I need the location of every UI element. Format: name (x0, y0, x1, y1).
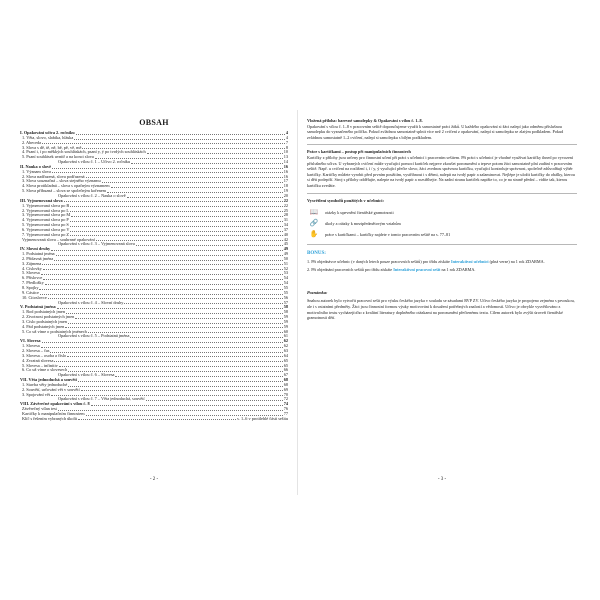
toc-label: 7. Vyjmenovaná slova po Z (22, 232, 70, 237)
toc-label: 1. Podstatná jména (22, 252, 55, 257)
toc-page-number: 63 (283, 348, 288, 353)
toc-page-number: 19 (283, 189, 288, 194)
toc-label: 5. Slova příbuzná – slova se společným kořenem (22, 189, 107, 194)
toc-page-number: 18 (283, 184, 288, 189)
toc-label: 6. Co už víme o slovesech (22, 368, 68, 373)
toc-page-number: 72 (283, 397, 288, 402)
toc-leader (42, 264, 282, 265)
toc-label: Opakování s vílou č. 1 – Učivo 2. ročníku (58, 160, 131, 165)
toc-page-number: 4 (285, 131, 288, 135)
toc-page-number: 61 (283, 334, 288, 339)
toc-label: 2. Abeceda (22, 140, 42, 145)
toc-label: 1. Věta, slovo, slabika, hláska (22, 135, 74, 140)
toc-page-number: 45 (283, 242, 288, 247)
toc-label: 4. Zvratná slovesa (22, 358, 54, 363)
toc-page-number: 25 (283, 208, 288, 213)
toc-label: Vyjmenovaná slova – souhrnné opakování (22, 237, 95, 242)
toc-leader (146, 400, 283, 401)
toc-label: 7. Předložky (22, 281, 44, 286)
toc-label: III. Vyjmenovaná slova (20, 198, 63, 203)
toc-leader (75, 318, 282, 319)
link-icon: 🔗 (309, 219, 319, 228)
toc-leader (102, 182, 283, 183)
toc-page-number: 42 (283, 237, 288, 242)
toc-label: Opakování s vílou č. 5 – Podstatná jména (58, 334, 130, 339)
toc-leader (76, 134, 285, 135)
toc-page-number: 50 (283, 256, 288, 261)
symbols-list (307, 207, 577, 240)
symbol-text: úkoly a otázky k mezipředmětovým vztahům (325, 220, 401, 226)
toc-label: 4. Číslovky (22, 266, 42, 271)
toc-label: 5. Co už víme o podstatných jménech (22, 329, 87, 334)
symbol-row (307, 218, 577, 229)
toc-label: V. Podstatná jména (20, 305, 56, 310)
sticker-text: Opakování s vílou č. 1–8 v pracovním sešitě doporučujeme využít k samostatné práci žáků. U každého opakování si žáci nalepí jako odměnu příslušnou samolepku do vyznačeného políčka. Pokud zvládnou samostatně splnit více než 2 cvičení z opakování, nalepí si samolepku se zlatým podkladem. Pokud zvládnou samostatně 1–2 cvičení, nalepí si samolepku s bílým podkladem. (307, 123, 564, 140)
toc-leader (130, 337, 282, 338)
toc-label: 3. Zájmena (22, 261, 42, 266)
toc-leader (70, 226, 283, 227)
toc-leader (95, 158, 283, 159)
toc-label: 4. Pád podstatných jmen (22, 324, 65, 329)
page-gutter (297, 110, 298, 495)
toc-leader (88, 332, 283, 333)
toc-leader (86, 177, 283, 178)
toc-label: 2. Životnost podstatných jmen (22, 315, 75, 320)
toc-label: VII. Věta jednoduchá a souvětí (20, 378, 77, 383)
toc-leader (131, 163, 283, 164)
toc-leader (39, 289, 282, 290)
toc-leader (57, 308, 283, 309)
toc-leader (41, 347, 283, 348)
toc-leader (45, 284, 283, 285)
bonus-text: na 1 rok ZDARMA. (440, 266, 476, 272)
divider (307, 193, 577, 194)
toc-page-number: 8 (285, 145, 288, 150)
toc-leader (40, 294, 283, 295)
toc-leader (65, 327, 282, 328)
toc-leader (115, 376, 282, 377)
toc-page-number: 67 (283, 373, 288, 378)
toc-leader (70, 235, 283, 236)
toc-leader (52, 168, 283, 169)
toc-leader (42, 143, 285, 144)
toc-label: Závěrečný vílan test (22, 407, 57, 412)
hand-icon: ✋ (309, 230, 319, 239)
bonus-item (307, 259, 577, 264)
toc-label: 4. Slova protikladná – slova s opačným významem (22, 184, 110, 189)
toc-leader (59, 366, 283, 367)
cards-heading: Práce s kartičkami – postup při manipulačních činnostech (307, 149, 411, 155)
toc-page-number: 62 (283, 344, 288, 349)
bonus-list (307, 259, 577, 273)
toc-page-number: 37 (283, 227, 288, 232)
toc-page-number: 54 (283, 276, 288, 281)
cards-text: Kartičky z přílohy jsou určeny pro činnostní učení při práci s učebnicí i pracovním sešitem. Při práci s učebnicí je vhodné využívat kartičky ihned po vyvození příslušného učiva. U vybraných cvičení může vyučující pomocí kartiček nejprve zkoušet porozumění a teprve potom žáci samostatně plní zadání v pracovním sešitě. Např. u cvičení na rozlišení i, í / y, ý vyučující přečte slovo, žáci zvednou správnou kartičku, vyučující kontroluje správnost, společně zdůvodňují výběr kartičky. Kartičky můžete vyrobit před prvním použitím, vystřihnout i s dětmi, nalepit na tvrdý papír a zalaminovat. Nejlépe je uložit kartičky do obálky, kterou si děti podepíší. Stroj s přílohy oddělujte, nalepte na tvrdý papír a rozstříhejte. Na zadní stranu kartiček napište to, co je na straně přední – vidíte tak, kterou kartičku zvedáte. (307, 154, 575, 188)
toc-leader (78, 381, 283, 382)
toc-page-number: 56 (283, 295, 288, 300)
toc-page-number: 7 (285, 140, 288, 145)
toc-leader (51, 395, 283, 396)
toc-page-number: 16 (283, 174, 288, 179)
left-page-number: - 2 - (149, 477, 159, 482)
toc-page-number: 13 (283, 155, 288, 160)
toc-page-number: 69 (283, 387, 288, 392)
toc-page-number: 59 (283, 324, 288, 329)
toc-page-number: 74 (283, 402, 288, 407)
toc-page-number: 28 (283, 213, 288, 218)
toc-page-number: 64 (283, 353, 288, 358)
toc-leader (124, 303, 282, 304)
toc-label: 3. Číslo podstatných jmen (22, 319, 67, 324)
toc-page-number: 20 (283, 193, 288, 198)
toc-page-number: 54 (283, 281, 288, 286)
toc-leader (81, 390, 283, 391)
toc-page-number: 70 (283, 392, 288, 397)
toc-leader (74, 139, 285, 140)
toc-page-number: 55 (283, 290, 288, 295)
toc-label: 1. Význam slova (22, 169, 51, 174)
toc-label: 3. Slova s dě, tě, ně, bě, pě, vě, mě (22, 145, 82, 150)
toc-label: 2. Slova nadřazená, slova podřazená (22, 174, 85, 179)
toc-page-number: 16 (283, 164, 288, 169)
toc-page-number: 49 (283, 247, 288, 252)
bonus-highlight: Interaktivní pracovní sešit (393, 266, 441, 272)
toc-page-number: 59 (283, 319, 288, 324)
toc-page-number: 14 (283, 160, 288, 165)
toc-leader (78, 419, 236, 420)
toc-label: 2. Slovesa – čas (22, 348, 50, 353)
toc-page-number: 65 (283, 358, 288, 363)
toc-page-number: 51 (283, 261, 288, 266)
toc-label: 1. Slovesa (22, 344, 40, 349)
toc-label: Opakování s vílou č. 3 – Vyjmenovaná slova (58, 242, 135, 247)
toc-label: 2. Vyjmenovaná slova po L (22, 208, 70, 213)
bonus-highlight: Interaktivní učebnici (450, 258, 489, 264)
toc-leader (136, 245, 283, 246)
toc-leader (42, 342, 283, 343)
toc-leader (70, 231, 282, 232)
toc-label: Opakování s vílou č. 6 – Slovesa (58, 373, 115, 378)
toc-leader (66, 313, 283, 314)
toc-leader (52, 172, 283, 173)
toc-label: 9. Částice (22, 290, 39, 295)
divider (307, 244, 577, 245)
toc-leader (54, 361, 282, 362)
toc-label: 10. Citoslovce (22, 295, 47, 300)
symbol-row (307, 207, 577, 218)
note-text: Snahou autorek bylo vytvořit pracovní sešit pro výuku českého jazyka v souladu se zásadami RVP ZV. Učivo českého jazyka je propojeno zejména s prvoukou, ale i s ostatními předměty. Žáci jsou činnostní formou výuky motivováni k dosažení potřebných znalostí a vědomostí. Učivo je obvykle vysvětlováno z motivačního textu vycházejícího z kvalitní literatury doplněného otázkami na porozumění přečtenému textu. Cílem autorek bylo zvýšit úroveň čtenářské gramotnosti dětí. (307, 298, 575, 321)
toc-label: IV. Slovní druhy (20, 247, 51, 252)
right-page-number: - 3 - (437, 477, 447, 482)
toc-page-number: 31 (283, 218, 288, 223)
toc-page-number: 22 (283, 203, 288, 208)
toc-label: 2. Souvětí, určování vět v souvětí (22, 387, 80, 392)
toc-label: Opakování s vílou č. 7 – Věta jednoduchá, souvětí (58, 397, 145, 402)
toc-leader (68, 323, 283, 324)
toc-leader (41, 274, 283, 275)
sticker-section (307, 118, 577, 140)
toc-label: 6. Příslovce (22, 276, 43, 281)
toc-page-number: 16 (283, 169, 288, 174)
toc-label: Opakování s vílou č. 2 – Nauka o slově (58, 193, 126, 198)
symbols-title: Vysvětlení symbolů použitých v učebnici: (307, 197, 384, 203)
toc-leader (50, 352, 282, 353)
toc-label: Opakování s vílou č. 4 – Slovní druhy (58, 300, 124, 305)
toc-page-number: 68 (283, 382, 288, 387)
toc-page-number: 76 (283, 407, 288, 412)
bonus-text: (plná verze) na 1 rok ZDARMA. (488, 258, 545, 264)
toc-label: II. Nauka o slově (20, 164, 52, 169)
symbol-text: práce s kartičkami – kartičky najdete v tomto pracovním sešitě na s. 77–81 (325, 231, 451, 237)
table-of-contents (20, 131, 288, 422)
toc-leader (70, 211, 283, 212)
toc-label: 6. Vyjmenovaná slova po V (22, 227, 70, 232)
toc-page-number: 66 (283, 368, 288, 373)
toc-label: VIII. Závěrečné opakování s vílou č. 8 (20, 402, 90, 407)
symbol-row (307, 229, 577, 240)
toc-label: 5. Slovesa (22, 271, 40, 276)
left-page-contents (20, 118, 288, 488)
toc-leader (64, 201, 283, 202)
toc-page-number: 77 (283, 411, 288, 416)
toc-page-number: 17 (283, 179, 288, 184)
toc-leader (54, 260, 283, 261)
toc-label: 3. Spojování vět (22, 392, 51, 397)
toc-page-number: 34 (283, 223, 288, 228)
toc-label: Kartičky k manipulačním činnostem (22, 411, 85, 416)
toc-label: 5. Psaní souhlásek uvnitř a na konci slova (22, 155, 94, 160)
toc-leader (56, 255, 283, 256)
sticker-heading: Vložená příloha: barevné samolepky & Opakování s vílou č. 1–8. (307, 118, 423, 123)
toc-page-number: 53 (283, 271, 288, 276)
toc-label: 8. Spojky (22, 286, 39, 290)
toc-leader (70, 206, 282, 207)
toc-leader (43, 269, 283, 270)
symbol-text: otázky k upevnění čtenářské gramotnosti (325, 209, 394, 215)
toc-page-number: 4 (285, 135, 288, 140)
toc-page-number: 60 (283, 329, 288, 334)
toc-label: 5. Vyjmenovaná slova po S (22, 223, 69, 228)
toc-title: OBSAH (139, 118, 169, 127)
toc-label: 5. Slovesa – infinitiv (22, 363, 58, 368)
toc-leader (107, 192, 283, 193)
toc-leader (82, 148, 284, 149)
toc-page-number: 10 (283, 150, 288, 155)
toc-page-number: 58 (283, 310, 288, 315)
toc-label: 3. Slovesa – osoba a číslo (22, 353, 67, 358)
toc-leader (91, 405, 283, 406)
toc-leader (68, 371, 283, 372)
toc-label: 3. Vyjmenovaná slova po M (22, 213, 71, 218)
toc-leader (58, 410, 283, 411)
right-page-instructions (307, 118, 577, 488)
note-title: Poznámka: (307, 290, 328, 296)
toc-page-number: 58 (283, 305, 288, 310)
toc-page-number: 49 (283, 252, 288, 257)
toc-page-number: s. 1–6 v protilehlé části sešitu (237, 416, 288, 421)
toc-leader (147, 153, 283, 154)
book-icon: 📖 (309, 208, 319, 217)
toc-label: 2. Přídavná jména (22, 256, 54, 261)
toc-label: 4. Vyjmenovaná slova po P (22, 218, 69, 223)
toc-page-number: 59 (283, 315, 288, 320)
toc-page-number: 57 (283, 300, 288, 305)
toc-leader (48, 298, 283, 299)
toc-label: Klíč s řešením vybraných úkolů (22, 416, 77, 421)
toc-leader (111, 187, 283, 188)
divider (307, 144, 577, 145)
cards-section (307, 149, 577, 188)
toc-leader (43, 279, 282, 280)
bonus-text: 1. Při objednávce učebnic (v daných letech pouze pracovních sešitů) pro třídu získáte (307, 258, 451, 264)
toc-page-number: 62 (283, 339, 288, 344)
toc-label: I. Opakování učiva 2. ročníku (20, 131, 75, 135)
toc-leader (127, 197, 283, 198)
toc-leader (86, 415, 283, 416)
toc-label: 3. Slova souznačná – slova stejného významu (22, 179, 101, 184)
bonus-title: BONUS: (307, 250, 326, 256)
toc-label: VI. Slovesa (20, 339, 41, 344)
toc-leader (68, 386, 282, 387)
toc-leader (67, 356, 283, 357)
toc-page-number: 52 (283, 266, 288, 271)
toc-page-number: 65 (283, 363, 288, 368)
toc-page-number: 55 (283, 286, 288, 290)
toc-page-number: 40 (283, 232, 288, 237)
toc-page-number: 68 (283, 378, 288, 383)
toc-leader (51, 250, 283, 251)
toc-label: 1. Rod podstatných jmen (22, 310, 65, 315)
toc-page-number: 22 (283, 198, 288, 203)
toc-leader (70, 221, 283, 222)
toc-leader (71, 216, 282, 217)
toc-item (20, 417, 288, 422)
toc-label: 1. Stavba věty jednoduché (22, 382, 68, 387)
bonus-item (307, 267, 577, 272)
toc-leader (96, 240, 283, 241)
bonus-text: 2. Při objednání pracovních sešitů pro třídu získáte (307, 266, 394, 272)
toc-label: 1. Vyjmenovaná slova po B (22, 203, 70, 208)
toc-label: 4. Psaní i, í po měkkých souhláskách, psaní y, ý po tvrdých souhláskách (22, 150, 146, 155)
